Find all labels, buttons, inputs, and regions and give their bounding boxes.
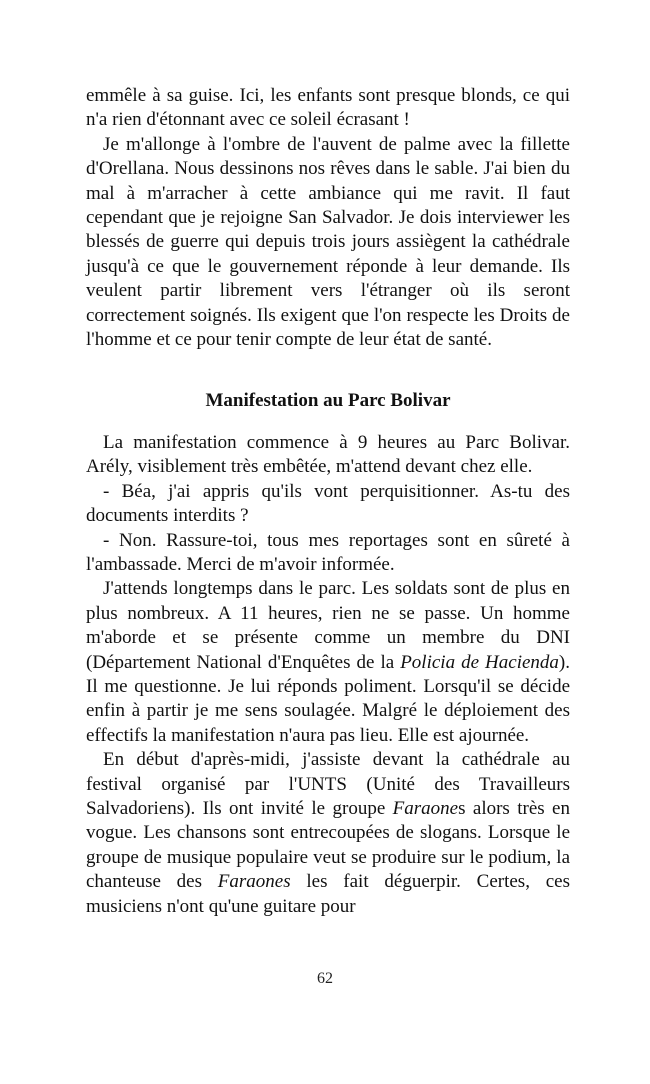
paragraph: Je m'allonge à l'ombre de l'auvent de palme avec la fillette d'Orellana. Nous dessinons nos rêves dans le sable. J'ai bien du mal à m'arracher à cette ambiance qui me ravit. Il faut cependant que je rejoigne San Salvador. Je dois interviewer les blessés de guerre qui depuis trois jours assiègent la cathédrale jusqu'à ce que le gouvernement réponde à leur demande. Ils veulent partir librement vers l'étranger où ils seront correctement soignés. Ils exigent que l'on respecte les Droits de l'homme et ce pour tenir compte de leur état de santé. bbox=[86, 133, 570, 351]
italic-text: Policia de Hacienda bbox=[400, 651, 559, 673]
paragraph bbox=[86, 748, 570, 919]
paragraph bbox=[86, 577, 570, 748]
section-heading: Manifestation au Parc Bolivar bbox=[205, 390, 451, 412]
italic-text: Faraone bbox=[392, 797, 459, 819]
spacer bbox=[86, 414, 570, 431]
text-run: En début d'après-midi, j'assiste devant la cathédrale au festival organisé par l'UNTS (Unité des Travailleurs Salvadoriens). Ils ont invité le groupe bbox=[86, 749, 570, 819]
text-run: s alors très en vogue. Les chansons sont entrecoupées de slogans. Lorsque le groupe de musique populaire veut se produire sur le podium, la chanteuse des bbox=[86, 797, 570, 893]
text-run: J'attends longtemps dans le parc. Les soldats sont de plus en plus nombreux. A 11 heures, rien ne se passe. Un homme m'aborde et se présente comme un membre du DNI (Département National d'Enquêtes de la bbox=[86, 578, 570, 673]
text-run: les fait déguerpir. Certes, ces musiciens n'ont qu'une guitare pour bbox=[86, 871, 570, 917]
dialogue-line: - Béa, j'ai appris qu'ils vont perquisitionner. As-tu des documents interdits ? bbox=[86, 480, 570, 527]
page-body bbox=[86, 84, 570, 919]
spacer bbox=[86, 352, 570, 389]
dialogue-line: - Non. Rassure-toi, tous mes reportages sont en sûreté à l'ambassade. Merci de m'avoir informée. bbox=[86, 529, 570, 575]
paragraph: La manifestation commence à 9 heures au Parc Bolivar. Arély, visiblement très embêtée, m'attend devant chez elle. bbox=[86, 431, 570, 478]
italic-text: Faraones bbox=[217, 871, 291, 893]
text-run: ). Il me questionne. Je lui réponds poliment. Lorsqu'il se décide enfin à partir je me sens soulagée. Malgré le déploiement des effectifs la manifestation n'aura pas lieu. Elle est ajournée. bbox=[86, 651, 570, 746]
page-number: 62 bbox=[317, 970, 333, 987]
paragraph: emmêle à sa guise. Ici, les enfants sont presque blonds, ce qui n'a rien d'étonnant avec ce soleil écrasant ! bbox=[86, 85, 570, 131]
